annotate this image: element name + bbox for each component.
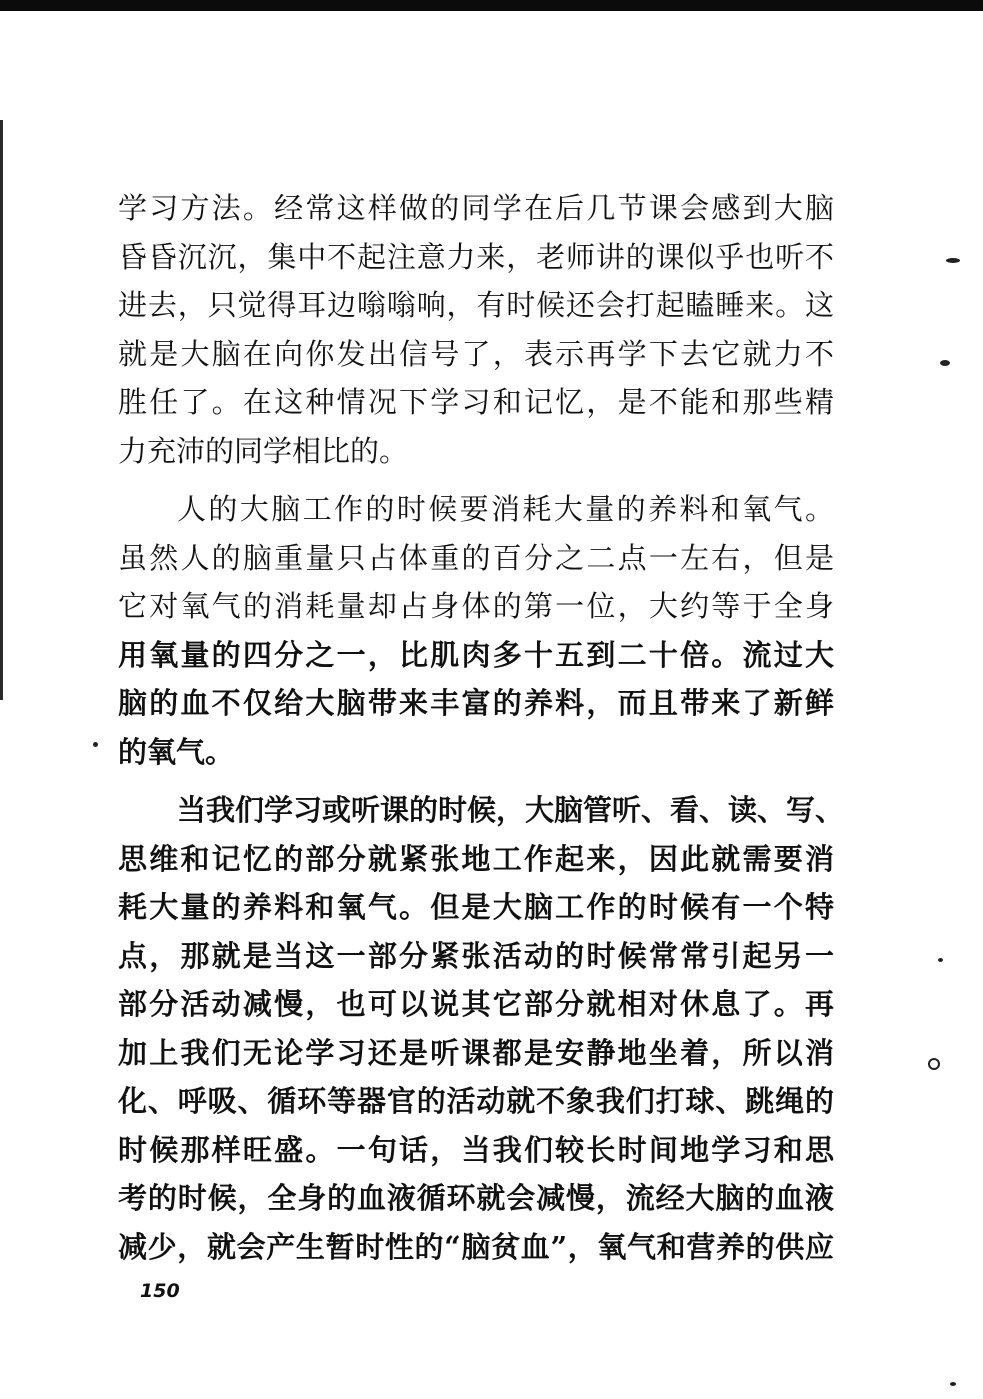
top-edge-rule (0, 0, 983, 11)
page-number: 150 (140, 1280, 180, 1302)
text-line: 部分活动减慢，也可以说其它部分就相对休息了。再 (118, 987, 834, 1021)
text-line: 虽然人的脑重量只占体重的百分之二点一左右，但是 (118, 540, 834, 575)
text-line: 的氧气。 (118, 734, 235, 769)
text-line: 脑的血不仅给大脑带来丰富的养料，而且带来了新鲜 (118, 686, 834, 720)
body-text (118, 184, 845, 1271)
text-line: 加上我们无论学习还是听课都是安静地坐着，所以消 (118, 1035, 834, 1070)
text-line: 考的时候，全身的血液循环就会减慢，流经大脑的血液 (118, 1181, 834, 1215)
text-line: 减少，就会产生暂时性的“脑贫血”，氧气和营养的供应 (118, 1229, 834, 1264)
text-line: 思维和记忆的部分就紧张地工作起来，因此就需要消 (118, 841, 834, 876)
text-line: 力充沛的同学相比的。 (118, 433, 409, 468)
text-line: 用氧量的四分之一，比肌肉多十五到二十倍。流过大 (118, 637, 834, 672)
text-line: 当我们学习或听课的时候，大脑管听、看、读、写、 (177, 793, 845, 827)
text-line: 人的大脑工作的时候要消耗大量的养料和氧气。 (177, 492, 834, 526)
text-line: 学习方法。经常这样做的同学在后几节课会感到大脑 (118, 191, 834, 225)
left-page-edge (0, 120, 3, 700)
scan-speck (946, 258, 960, 263)
text-line: 就是大脑在向你发出信号了，表示再学下去它就力不 (118, 336, 834, 371)
scan-speck (940, 360, 950, 366)
paragraph-1 (118, 184, 834, 475)
scan-speck (938, 958, 943, 962)
paragraph-2 (118, 485, 834, 776)
text-line: 化、呼吸、循环等器官的活动就不象我们打球、跳绳的 (118, 1084, 834, 1118)
scan-speck (93, 742, 98, 747)
text-line: 胜任了。在这种情况下学习和记忆，是不能和那些精 (118, 385, 834, 419)
scan-speck (928, 1058, 940, 1070)
text-line: 点，那就是当这一部分紧张活动的时候常常引起另一 (118, 938, 834, 973)
text-line: 昏昏沉沉，集中不起注意力来，老师讲的课似乎也听不 (118, 239, 834, 274)
text-line: 时候那样旺盛。一句话，当我们较长时间地学习和思 (118, 1132, 834, 1167)
text-line: 耗大量的养料和氧气。但是大脑工作的时候有一个特 (118, 890, 834, 924)
text-line: 它对氧气的消耗量却占身体的第一位，大约等于全身 (118, 589, 834, 623)
text-line: 进去，只觉得耳边嗡嗡响，有时候还会打起瞌睡来。这 (118, 288, 834, 322)
scan-speck (950, 1382, 956, 1386)
paragraph-3 (118, 786, 845, 1271)
